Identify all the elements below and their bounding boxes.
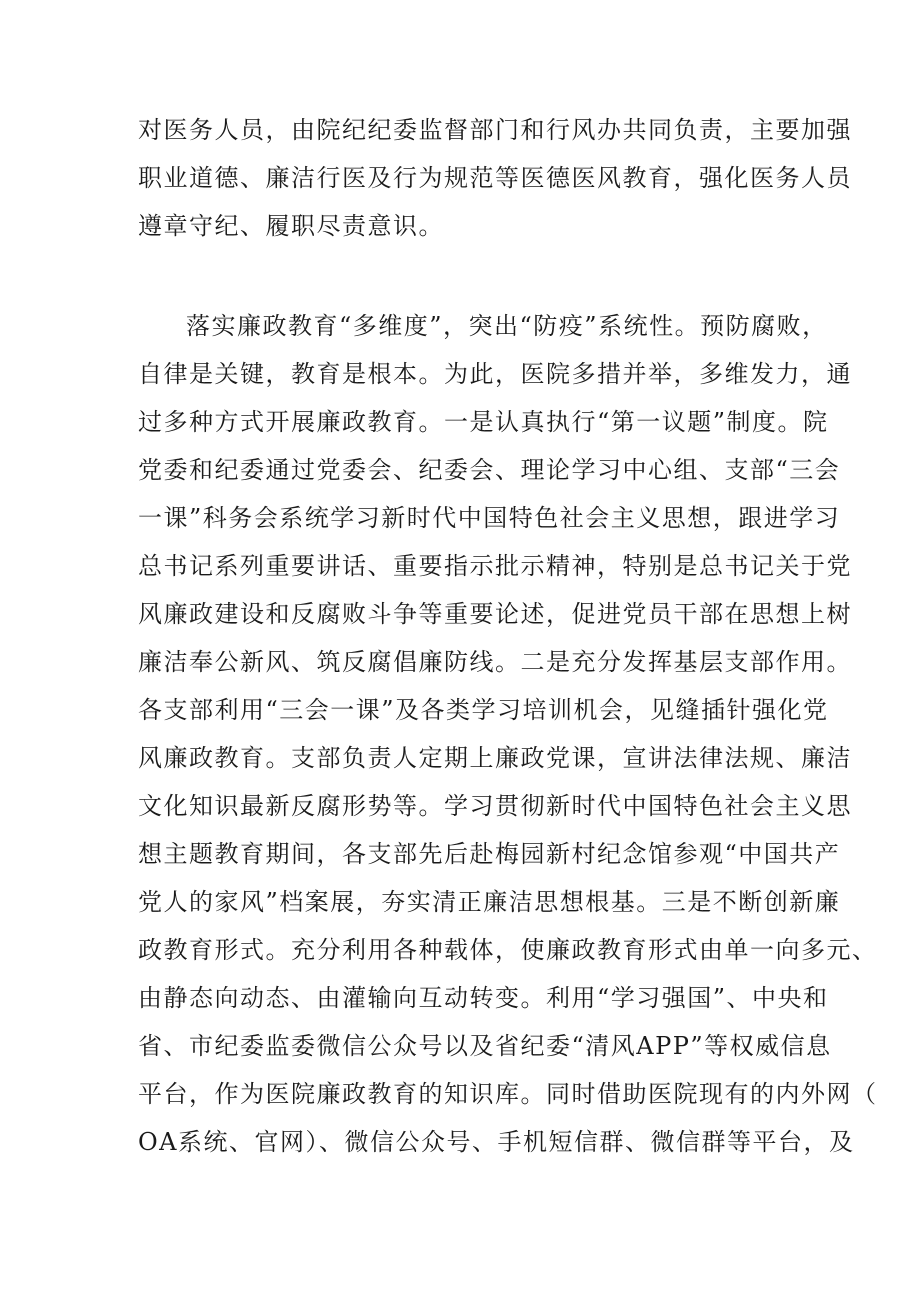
paragraph-2-line-2: 自律是关键，教育是根本。为此，医院多措并举，多维发力，通 [138, 360, 852, 388]
paragraph-2-line-11: 文化知识最新反腐形势等。学习贯彻新时代中国特色社会主义思 [138, 792, 852, 820]
paragraph-2-line-12: 想主题教育期间，各支部先后赴梅园新村纪念馆参观“中国共产 [138, 840, 841, 868]
paragraph-2-line-13: 党人的家风”档案展，夯实清正廉洁思想根基。三是不断创新廉 [138, 888, 841, 916]
paragraph-1-line-1: 对医务人员，由院纪纪委监督部门和行风办共同负责，主要加强 [138, 116, 852, 144]
paragraph-2-line-1: 落实廉政教育“多维度”，突出“防疫”系统性。预防腐败， [186, 312, 828, 340]
paragraph-2-line-16: 省、市纪委监委微信公众号以及省纪委“清风APP”等权威信息 [138, 1032, 832, 1060]
paragraph-2-line-6: 总书记系列重要讲话、重要指示批示精神，特别是总书记关于党 [138, 552, 852, 580]
paragraph-1-line-3: 遵章守纪、履职尽责意识。 [138, 212, 444, 240]
paragraph-2-line-9: 各支部利用“三会一课”及各类学习培训机会，见缝插针强化党 [138, 696, 829, 724]
paragraph-2-line-5: 一课”科务会系统学习新时代中国特色社会主义思想，跟进学习 [138, 504, 841, 532]
paragraph-1-line-2: 职业道德、廉洁行医及行为规范等医德医风教育，强化医务人员 [138, 164, 852, 192]
paragraph-2-line-17: 平台，作为医院廉政教育的知识库。同时借助医院现有的内外网（ [138, 1080, 878, 1108]
paragraph-2-line-18: OA系统、官网）、微信公众号、手机短信群、微信群等平台，及 [138, 1128, 855, 1156]
paragraph-2-line-14: 政教育形式。充分利用各种载体，使廉政教育形式由单一向多元、 [138, 936, 878, 964]
paragraph-2-line-3: 过多种方式开展廉政教育。一是认真执行“第一议题”制度。院 [138, 408, 829, 436]
paragraph-2-line-10: 风廉政教育。支部负责人定期上廉政党课，宣讲法律法规、廉洁 [138, 744, 852, 772]
paragraph-2-line-15: 由静态向动态、由灌输向互动转变。利用“学习强国”、中央和 [138, 984, 829, 1012]
paragraph-2-line-8: 廉洁奉公新风、筑反腐倡廉防线。二是充分发挥基层支部作用。 [138, 648, 852, 676]
paragraph-2-line-7: 风廉政建设和反腐败斗争等重要论述，促进党员干部在思想上树 [138, 600, 852, 628]
paragraph-2-line-4: 党委和纪委通过党委会、纪委会、理论学习中心组、支部“三会 [138, 456, 841, 484]
